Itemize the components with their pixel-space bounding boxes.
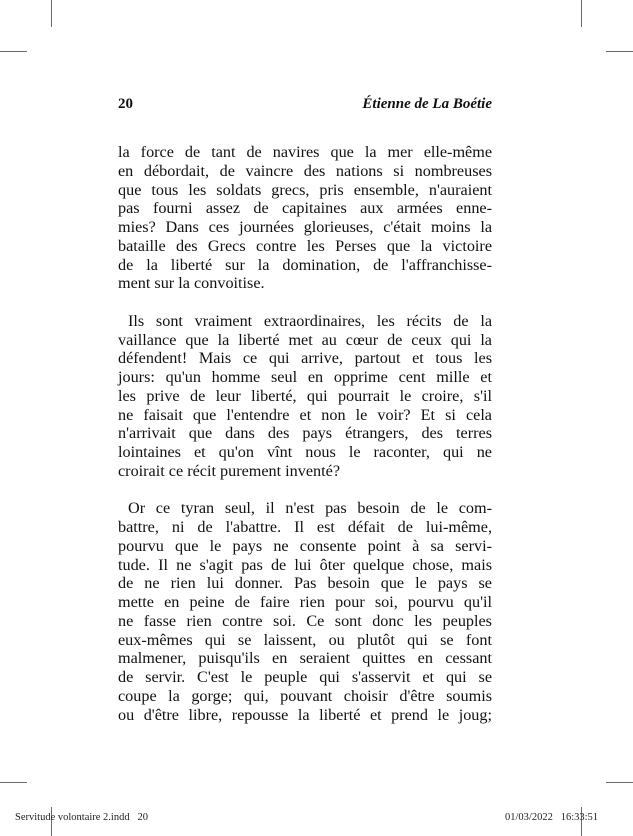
body-text [118, 143, 492, 724]
slug-date-time: 01/03/2022 16:33:51 [505, 812, 599, 823]
crop-mark-top-right-horizontal [606, 51, 633, 52]
crop-mark-top-right-vertical [581, 0, 582, 27]
text-line: ne faisait que l'entendre et non le voir? Et si cela [118, 405, 492, 424]
text-line: jours: qu'un homme seul en opprime cent mille et [118, 368, 492, 386]
text-line: les prive de leur liberté, qui pourrait le croire, s'il [118, 386, 492, 405]
text-line: eux-mêmes qui se laissent, ou plutôt qui se font [118, 630, 492, 649]
text-line: battre, ni de l'abattre. Il est défait de lui-même, [118, 518, 492, 536]
text-line: mette en peine de faire rien pour soi, pourvu qu'il [118, 593, 492, 611]
crop-mark-top-left-vertical [51, 0, 52, 27]
text-line: de la liberté sur la domination, de l'affranchisse- [118, 255, 492, 274]
text-line: tude. Il ne s'agit pas de lui ôter quelque chose, mais [118, 555, 492, 574]
text-line: pas fourni assez de capitaines aux armées enne- [118, 199, 492, 218]
crop-mark-bottom-left-horizontal [0, 782, 27, 783]
running-title: Étienne de La Boétie [362, 96, 492, 112]
text-line: Ils sont vraiment extraordinaires, les récits de la [128, 311, 492, 330]
text-line: vaillance que la liberté met au cœur de ceux qui la [118, 330, 492, 349]
crop-mark-top-left-horizontal [0, 51, 27, 52]
text-line: ment sur la convoitise. [118, 274, 265, 293]
running-header [118, 96, 492, 116]
text-line: bataille des Grecs contre les Perses que la victoire [118, 236, 492, 255]
text-line: malmener, puisqu'ils en seraient quittes en cessant [118, 649, 492, 668]
text-line: lointaines et qu'on vînt nous le raconter, qui ne [118, 443, 492, 461]
text-line: de ne rien lui donner. Pas besoin que le pays se [118, 574, 492, 593]
text-line: croirait ce récit purement inventé? [118, 461, 341, 480]
page-number: 20 [118, 96, 133, 112]
text-line: pourvu que le pays ne consente point à sa servi- [118, 536, 492, 555]
text-line: de servir. C'est le peuple qui s'asservit et qui se [118, 668, 492, 686]
text-line: coupe la gorge; qui, pouvant choisir d'être soumis [118, 686, 492, 705]
text-line: en débordait, de vaincre des nations si nombreuses [118, 161, 492, 180]
text-line: ou d'être libre, repousse la liberté et prend le joug; [118, 705, 492, 724]
text-line: ne fasse rien contre soi. Ce sont donc les peuples [118, 611, 492, 630]
paragraph-2 [118, 312, 492, 481]
text-line: mies? Dans ces journées glorieuses, c'était moins la [118, 218, 492, 236]
paragraph-3 [118, 499, 492, 724]
text-line: Or ce tyran seul, il n'est pas besoin de le com- [128, 499, 492, 518]
crop-mark-bottom-right-horizontal [606, 782, 633, 783]
paragraph-1 [118, 143, 492, 293]
text-line: n'arrivait que dans des pays étrangers, des terres [118, 424, 492, 443]
text-line: que tous les soldats grecs, pris ensemble, n'auraient [118, 180, 492, 199]
text-line: défendent! Mais ce qui arrive, partout et tous les [118, 349, 492, 368]
text-line: la force de tant de navires que la mer elle-même [118, 143, 492, 161]
slug-file-info: Servitude volontaire 2.indd 20 [15, 812, 148, 823]
